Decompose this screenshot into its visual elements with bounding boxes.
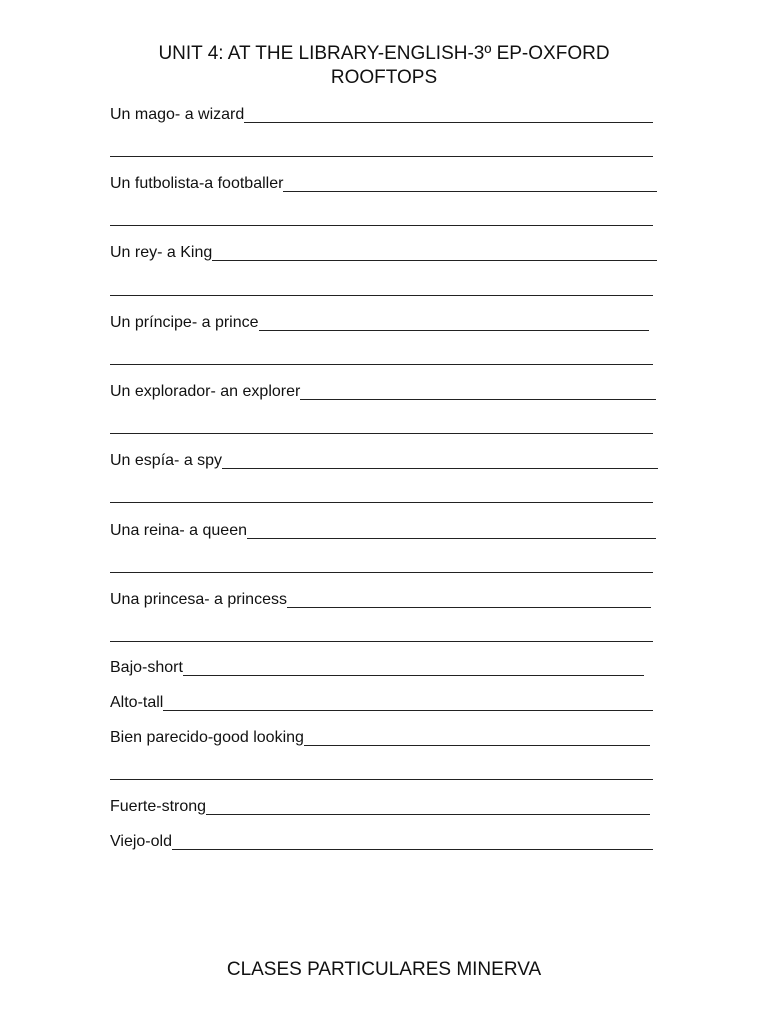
blank-answer-line[interactable] xyxy=(110,364,653,365)
vocab-label: Una reina- a queen xyxy=(110,522,247,539)
vocab-label: Un rey- a King xyxy=(110,244,213,261)
answer-line[interactable] xyxy=(172,849,653,850)
vocab-label: Fuerte-strong xyxy=(110,798,207,815)
answer-line[interactable] xyxy=(287,607,651,608)
blank-answer-line[interactable] xyxy=(110,225,653,226)
blank-answer-line[interactable] xyxy=(110,295,653,296)
vocab-row-wizard xyxy=(110,104,653,124)
vocab-row-queen xyxy=(110,520,656,540)
blank-answer-line[interactable] xyxy=(110,779,653,780)
vocab-label: Un príncipe- a prince xyxy=(110,314,259,331)
vocab-row-old xyxy=(110,831,653,851)
vocab-row-tall xyxy=(110,692,653,712)
blank-answer-line[interactable] xyxy=(110,502,653,503)
answer-line[interactable] xyxy=(244,122,653,123)
vocab-row-good-looking xyxy=(110,727,650,747)
vocab-label: Bien parecido-good looking xyxy=(110,729,304,746)
vocab-row-explorer xyxy=(110,381,656,401)
vocab-label: Bajo-short xyxy=(110,659,183,676)
answer-line[interactable] xyxy=(212,260,657,261)
page-title xyxy=(100,42,668,90)
answer-line[interactable] xyxy=(300,399,656,400)
vocab-row-strong xyxy=(110,796,650,816)
answer-line[interactable] xyxy=(222,468,658,469)
vocab-label: Viejo-old xyxy=(110,833,172,850)
answer-line[interactable] xyxy=(183,675,644,676)
answer-line[interactable] xyxy=(259,330,649,331)
vocab-row-king xyxy=(110,242,657,262)
answer-line[interactable] xyxy=(163,710,653,711)
vocab-label: Un espía- a spy xyxy=(110,452,223,469)
footer-text: CLASES PARTICULARES MINERVA xyxy=(226,959,542,980)
vocab-label: Un explorador- an explorer xyxy=(110,383,301,400)
blank-answer-line[interactable] xyxy=(110,572,653,573)
title-line-1: UNIT 4: AT THE LIBRARY-ENGLISH-3º EP-OXFORD xyxy=(158,43,610,64)
vocab-row-spy xyxy=(110,450,658,470)
blank-answer-line[interactable] xyxy=(110,433,653,434)
answer-line[interactable] xyxy=(304,745,650,746)
title-line-2: ROOFTOPS xyxy=(330,67,438,88)
vocab-row-short xyxy=(110,657,644,677)
blank-answer-line[interactable] xyxy=(110,156,653,157)
vocab-row-prince xyxy=(110,312,649,332)
vocab-label: Un mago- a wizard xyxy=(110,106,245,123)
answer-line[interactable] xyxy=(247,538,656,539)
answer-line[interactable] xyxy=(283,191,657,192)
vocab-label: Una princesa- a princess xyxy=(110,591,287,608)
vocab-label: Alto-tall xyxy=(110,694,164,711)
blank-answer-line[interactable] xyxy=(110,641,653,642)
vocab-label: Un futbolista-a footballer xyxy=(110,175,284,192)
vocab-row-footballer xyxy=(110,173,657,193)
answer-line[interactable] xyxy=(206,814,650,815)
vocab-row-princess xyxy=(110,589,651,609)
